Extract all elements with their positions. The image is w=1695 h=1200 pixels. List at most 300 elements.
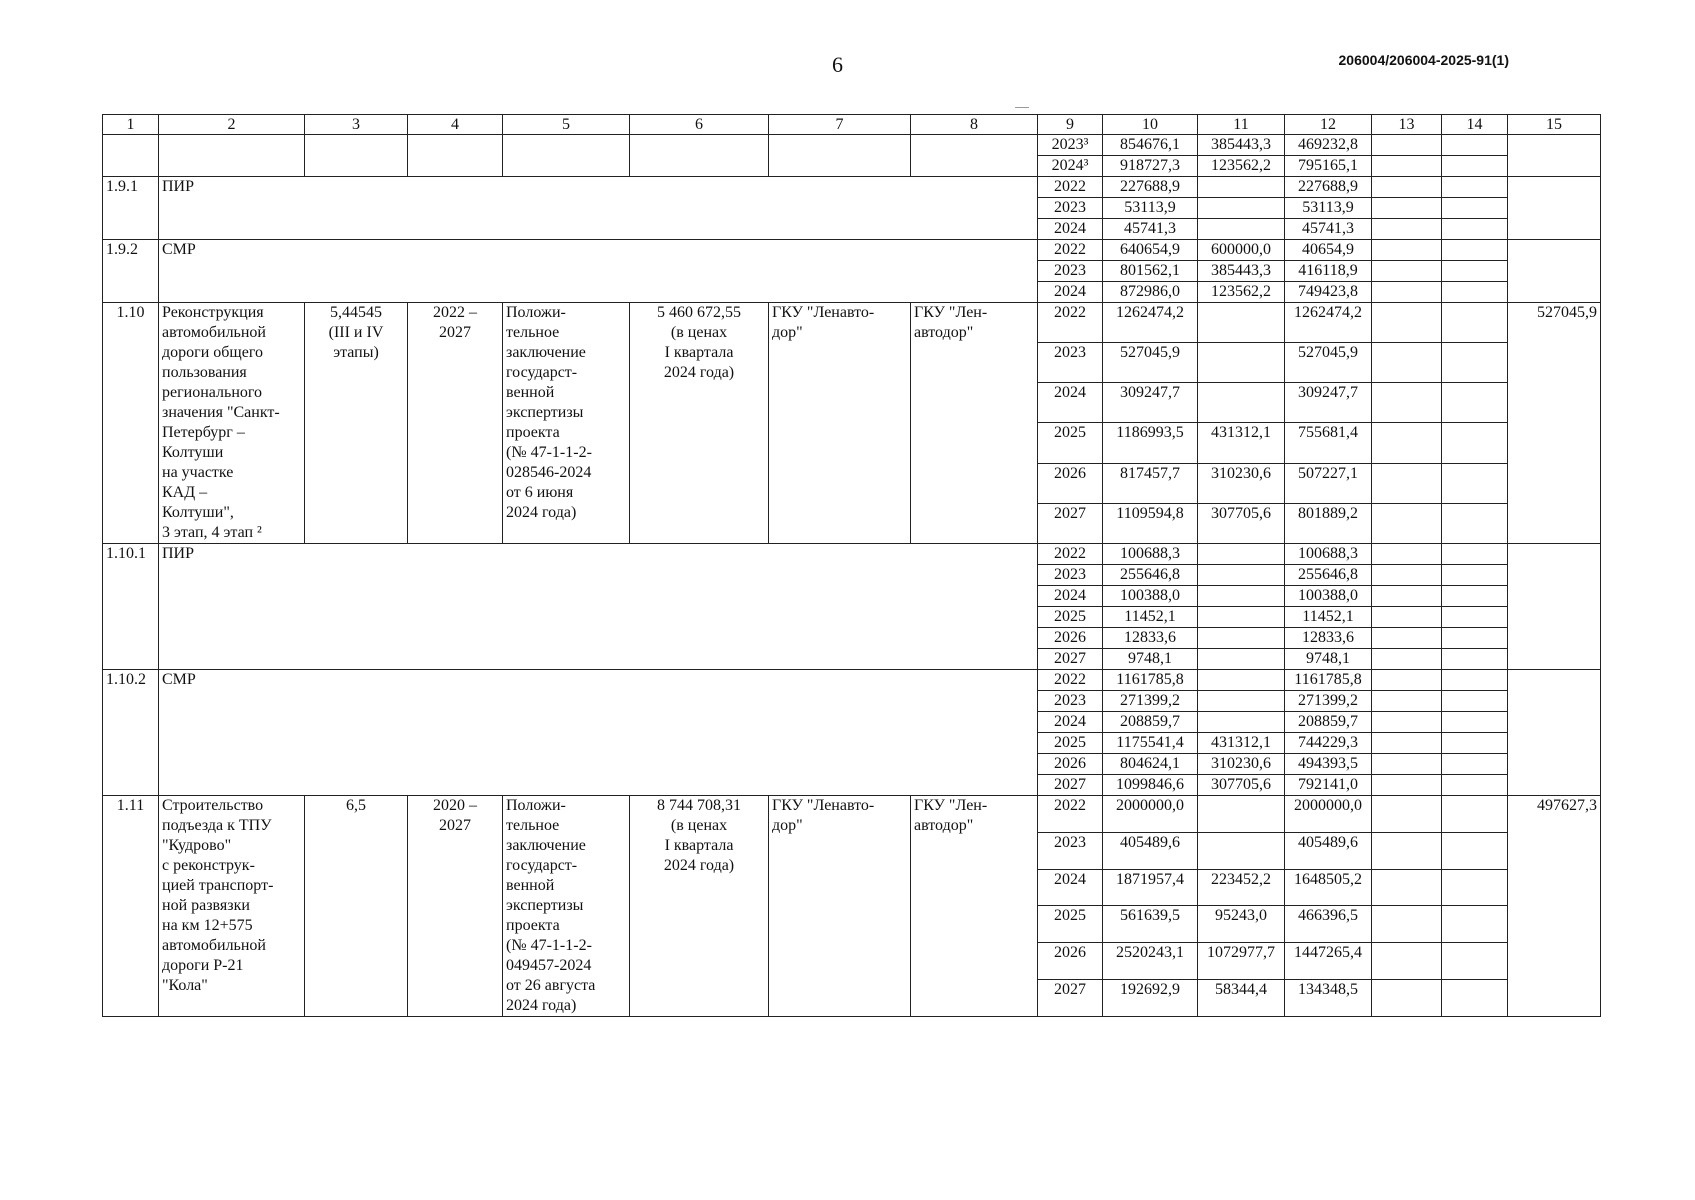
year-cell: 2024	[1038, 586, 1103, 607]
empty-cell	[1372, 463, 1442, 503]
federal-cell	[1198, 219, 1285, 240]
project-name-line: дороги общего	[162, 344, 263, 361]
empty-cell	[1442, 565, 1508, 586]
empty-cell	[1442, 282, 1508, 303]
year-cell: 2026	[1038, 754, 1103, 775]
federal-cell: 223452,2	[1198, 869, 1285, 906]
regional-cell: 1262474,2	[1285, 303, 1372, 343]
total-cell: 1871957,4	[1103, 869, 1198, 906]
total-cell: 527045,9	[1103, 343, 1198, 383]
empty-cell	[630, 135, 769, 177]
regional-cell: 227688,9	[1285, 177, 1372, 198]
subsection-row	[103, 544, 1601, 565]
project-builder	[911, 303, 1038, 544]
project-expertise-line: тельное	[506, 817, 560, 834]
year-cell: 2024	[1038, 219, 1103, 240]
year-cell: 2022	[1038, 544, 1103, 565]
year-cell: 2025	[1038, 733, 1103, 754]
regional-cell: 1161785,8	[1285, 670, 1372, 691]
column-header: 14	[1442, 115, 1508, 135]
empty-cell	[1442, 503, 1508, 543]
total-cell: 53113,9	[1103, 198, 1198, 219]
project-name-line: на км 12+575	[162, 917, 253, 934]
project-customer-line: ГКУ "Ленавто-	[772, 797, 875, 814]
project-builder-line: ГКУ "Лен-	[914, 304, 988, 321]
total-cell: 854676,1	[1103, 135, 1198, 156]
empty-cell	[1372, 586, 1442, 607]
project-name-line: 3 этап, 4 этап ²	[162, 524, 262, 541]
column-header: 15	[1508, 115, 1601, 135]
regional-cell: 11452,1	[1285, 607, 1372, 628]
total-cell: 640654,9	[1103, 240, 1198, 261]
total-cell: 1099846,6	[1103, 775, 1198, 796]
budget-table	[102, 114, 1601, 1017]
column-header: 10	[1103, 115, 1198, 135]
column-header: 7	[769, 115, 911, 135]
federal-cell: 310230,6	[1198, 754, 1285, 775]
empty-cell	[1508, 670, 1601, 796]
empty-cell	[1372, 503, 1442, 543]
project-period-line: 2027	[439, 324, 471, 341]
year-cell: 2022	[1038, 670, 1103, 691]
project-cost-line: 2024 года)	[663, 364, 735, 381]
empty-cell	[769, 135, 911, 177]
project-expertise-line: проекта	[506, 424, 560, 441]
project-name	[159, 303, 305, 544]
project-expertise-line: (№ 47-1-1-2-	[506, 937, 592, 954]
empty-cell	[1372, 343, 1442, 383]
empty-cell	[1372, 775, 1442, 796]
project-expertise-line: тельное	[506, 324, 560, 341]
year-cell: 2025	[1038, 423, 1103, 463]
column-header: 13	[1372, 115, 1442, 135]
year-cell: 2027	[1038, 980, 1103, 1017]
federal-cell: 123562,2	[1198, 156, 1285, 177]
total-cell: 255646,8	[1103, 565, 1198, 586]
empty-cell	[1442, 906, 1508, 943]
project-cost	[630, 303, 769, 544]
year-cell: 2024³	[1038, 156, 1103, 177]
total-cell: 801562,1	[1103, 261, 1198, 282]
regional-cell: 1648505,2	[1285, 869, 1372, 906]
total-cell: 12833,6	[1103, 628, 1198, 649]
empty-cell	[1508, 240, 1601, 303]
federal-cell: 307705,6	[1198, 503, 1285, 543]
total-cell: 45741,3	[1103, 219, 1198, 240]
total-cell: 227688,9	[1103, 177, 1198, 198]
project-name-line: подъезда к ТПУ	[162, 817, 272, 834]
project-name	[159, 796, 305, 1017]
column-header: 6	[630, 115, 769, 135]
project-name-line: дороги Р-21	[162, 957, 244, 974]
row-number: 1.9.1	[103, 177, 159, 240]
empty-cell	[159, 135, 305, 177]
empty-cell	[1442, 943, 1508, 980]
total-cell: 11452,1	[1103, 607, 1198, 628]
project-customer-line: ГКУ "Ленавто-	[772, 304, 875, 321]
year-cell: 2025	[1038, 607, 1103, 628]
empty-cell	[1442, 628, 1508, 649]
total-cell: 872986,0	[1103, 282, 1198, 303]
federal-cell: 123562,2	[1198, 282, 1285, 303]
empty-cell	[1372, 628, 1442, 649]
project-name-line: "Кудрово"	[162, 837, 232, 854]
total-cell: 100388,0	[1103, 586, 1198, 607]
row-number: 1.10	[103, 303, 159, 544]
empty-cell	[503, 135, 630, 177]
project-name-line: цией транспорт-	[162, 877, 274, 894]
regional-cell: 494393,5	[1285, 754, 1372, 775]
column15-value: 527045,9	[1508, 303, 1601, 544]
project-name-line: "Кола"	[162, 977, 208, 994]
empty-cell	[1372, 135, 1442, 156]
empty-cell	[1372, 423, 1442, 463]
federal-cell	[1198, 832, 1285, 869]
project-length	[305, 303, 408, 544]
year-cell: 2027	[1038, 649, 1103, 670]
federal-cell	[1198, 670, 1285, 691]
subsection-label: СМР	[159, 670, 1038, 796]
project-builder-line: автодор"	[914, 324, 974, 341]
empty-cell	[1372, 240, 1442, 261]
project-cost-line: 8 744 708,31	[657, 797, 741, 814]
row-number: 1.11	[103, 796, 159, 1017]
federal-cell: 58344,4	[1198, 980, 1285, 1017]
project-builder-line: ГКУ "Лен-	[914, 797, 988, 814]
empty-cell	[1372, 303, 1442, 343]
project-name-line: автомобильной	[162, 324, 266, 341]
year-cell: 2022	[1038, 796, 1103, 833]
project-name-line: Петербург –	[162, 424, 245, 441]
empty-cell	[1508, 135, 1601, 177]
year-cell: 2024	[1038, 383, 1103, 423]
year-cell: 2023	[1038, 198, 1103, 219]
empty-cell	[305, 135, 408, 177]
regional-cell: 12833,6	[1285, 628, 1372, 649]
project-expertise-line: Положи-	[506, 304, 566, 321]
empty-cell	[1442, 832, 1508, 869]
year-cell: 2024	[1038, 282, 1103, 303]
total-cell: 804624,1	[1103, 754, 1198, 775]
regional-cell: 1447265,4	[1285, 943, 1372, 980]
project-expertise-line: (№ 47-1-1-2-	[506, 444, 592, 461]
regional-cell: 801889,2	[1285, 503, 1372, 543]
project-period-line: 2020 –	[433, 797, 477, 814]
regional-cell: 100388,0	[1285, 586, 1372, 607]
year-cell: 2025	[1038, 906, 1103, 943]
project-expertise	[503, 796, 630, 1017]
empty-cell	[1442, 177, 1508, 198]
regional-cell: 40654,9	[1285, 240, 1372, 261]
project-customer-line: дор"	[772, 817, 803, 834]
regional-cell: 271399,2	[1285, 691, 1372, 712]
federal-cell: 385443,3	[1198, 261, 1285, 282]
total-cell: 9748,1	[1103, 649, 1198, 670]
empty-cell	[1372, 565, 1442, 586]
project-period-line: 2027	[439, 817, 471, 834]
empty-cell	[1442, 198, 1508, 219]
project-name-line: ной развязки	[162, 897, 250, 914]
regional-cell: 53113,9	[1285, 198, 1372, 219]
empty-cell	[1372, 733, 1442, 754]
column-header: 1	[103, 115, 159, 135]
federal-cell: 307705,6	[1198, 775, 1285, 796]
project-cost-line: 5 460 672,55	[657, 304, 741, 321]
total-cell: 1109594,8	[1103, 503, 1198, 543]
federal-cell	[1198, 383, 1285, 423]
regional-cell: 744229,3	[1285, 733, 1372, 754]
column-header: 4	[408, 115, 503, 135]
empty-cell	[1442, 383, 1508, 423]
regional-cell: 45741,3	[1285, 219, 1372, 240]
project-builder-line: автодор"	[914, 817, 974, 834]
page-number: 6	[832, 52, 843, 77]
empty-cell	[1442, 463, 1508, 503]
federal-cell	[1198, 586, 1285, 607]
federal-cell: 1072977,7	[1198, 943, 1285, 980]
project-cost	[630, 796, 769, 1017]
federal-cell: 385443,3	[1198, 135, 1285, 156]
federal-cell	[1198, 544, 1285, 565]
project-expertise-line: 2024 года)	[506, 997, 577, 1014]
regional-cell: 507227,1	[1285, 463, 1372, 503]
empty-cell	[1442, 240, 1508, 261]
year-cell: 2023	[1038, 691, 1103, 712]
year-cell: 2026	[1038, 943, 1103, 980]
regional-cell: 208859,7	[1285, 712, 1372, 733]
federal-cell: 431312,1	[1198, 733, 1285, 754]
total-cell: 2520243,1	[1103, 943, 1198, 980]
federal-cell	[1198, 712, 1285, 733]
project-expertise-line: заключение	[506, 837, 586, 854]
column-header: 5	[503, 115, 630, 135]
project-name-line: КАД –	[162, 484, 208, 501]
project-expertise-line: государст-	[506, 364, 578, 381]
empty-cell	[1442, 796, 1508, 833]
federal-cell	[1198, 607, 1285, 628]
year-cell: 2023	[1038, 832, 1103, 869]
empty-cell	[1372, 712, 1442, 733]
empty-cell	[1372, 796, 1442, 833]
year-cell: 2023³	[1038, 135, 1103, 156]
regional-cell: 795165,1	[1285, 156, 1372, 177]
row-number: 1.9.2	[103, 240, 159, 303]
year-cell: 2026	[1038, 628, 1103, 649]
project-length-line: 5,44545	[330, 304, 382, 321]
total-cell: 271399,2	[1103, 691, 1198, 712]
regional-cell: 100688,3	[1285, 544, 1372, 565]
federal-cell	[1198, 177, 1285, 198]
project-name-line: регионального	[162, 384, 263, 401]
project-name-line: автомобильной	[162, 937, 266, 954]
regional-cell: 9748,1	[1285, 649, 1372, 670]
empty-cell	[1442, 135, 1508, 156]
federal-cell	[1198, 628, 1285, 649]
total-cell: 1175541,4	[1103, 733, 1198, 754]
project-name-line: с реконструк-	[162, 857, 255, 874]
empty-cell	[1372, 261, 1442, 282]
subsection-label: СМР	[159, 240, 1038, 303]
project-expertise-line: государст-	[506, 857, 578, 874]
federal-cell	[1198, 303, 1285, 343]
year-cell: 2022	[1038, 177, 1103, 198]
empty-cell	[1372, 832, 1442, 869]
empty-cell	[1372, 282, 1442, 303]
column-header: 3	[305, 115, 408, 135]
empty-cell	[1372, 980, 1442, 1017]
project-expertise-line: 028546-2024	[506, 464, 592, 481]
column-header: 11	[1198, 115, 1285, 135]
regional-cell: 255646,8	[1285, 565, 1372, 586]
year-cell: 2023	[1038, 343, 1103, 383]
project-length	[305, 796, 408, 1017]
empty-cell	[408, 135, 503, 177]
total-cell: 918727,3	[1103, 156, 1198, 177]
project-name-line: пользования	[162, 364, 247, 381]
project-row	[103, 303, 1601, 343]
project-length-line: 6,5	[346, 797, 366, 814]
regional-cell: 749423,8	[1285, 282, 1372, 303]
project-period	[408, 303, 503, 544]
total-cell: 1161785,8	[1103, 670, 1198, 691]
empty-cell	[1372, 754, 1442, 775]
empty-cell	[1372, 383, 1442, 423]
total-cell: 1186993,5	[1103, 423, 1198, 463]
project-cost-line: I квартала	[664, 344, 734, 361]
project-expertise	[503, 303, 630, 544]
empty-cell	[1372, 198, 1442, 219]
year-cell: 2027	[1038, 503, 1103, 543]
empty-cell	[1372, 691, 1442, 712]
project-expertise-line: от 6 июня	[506, 484, 574, 501]
total-cell: 561639,5	[1103, 906, 1198, 943]
project-customer-line: дор"	[772, 324, 803, 341]
subsection-label: ПИР	[159, 544, 1038, 670]
empty-cell	[1442, 670, 1508, 691]
empty-cell	[1372, 544, 1442, 565]
total-cell: 208859,7	[1103, 712, 1198, 733]
project-expertise-line: экспертизы	[506, 404, 584, 421]
regional-cell: 469232,8	[1285, 135, 1372, 156]
year-cell: 2023	[1038, 565, 1103, 586]
total-cell: 1262474,2	[1103, 303, 1198, 343]
project-length-line: (III и IV	[328, 324, 384, 341]
project-name-line: Колтуши",	[162, 504, 234, 521]
regional-cell: 466396,5	[1285, 906, 1372, 943]
project-name-line: значения "Санкт-	[162, 404, 280, 421]
empty-cell	[103, 135, 159, 177]
total-cell: 405489,6	[1103, 832, 1198, 869]
column-header: 12	[1285, 115, 1372, 135]
empty-cell	[1442, 712, 1508, 733]
empty-cell	[1442, 980, 1508, 1017]
regional-cell: 309247,7	[1285, 383, 1372, 423]
empty-cell	[1372, 156, 1442, 177]
total-cell: 100688,3	[1103, 544, 1198, 565]
year-cell: 2024	[1038, 712, 1103, 733]
federal-cell	[1198, 565, 1285, 586]
project-expertise-line: 049457-2024	[506, 957, 592, 974]
project-expertise-line: венной	[506, 384, 555, 401]
row-number: 1.10.1	[103, 544, 159, 670]
empty-cell	[1372, 649, 1442, 670]
project-customer	[769, 796, 911, 1017]
project-cost-line: I квартала	[664, 837, 734, 854]
empty-cell	[1442, 607, 1508, 628]
empty-cell	[1508, 177, 1601, 240]
project-period	[408, 796, 503, 1017]
empty-cell	[1372, 906, 1442, 943]
empty-cell	[1442, 869, 1508, 906]
project-name-line: Строительство	[162, 797, 264, 814]
regional-cell: 755681,4	[1285, 423, 1372, 463]
project-expertise-line: Положи-	[506, 797, 566, 814]
column-header: 9	[1038, 115, 1103, 135]
project-expertise-line: от 26 августа	[506, 977, 596, 994]
project-length-line: этапы)	[333, 344, 379, 361]
empty-cell	[1508, 544, 1601, 670]
project-period-line: 2022 –	[433, 304, 477, 321]
total-cell: 309247,7	[1103, 383, 1198, 423]
federal-cell: 431312,1	[1198, 423, 1285, 463]
federal-cell	[1198, 649, 1285, 670]
subsection-label: ПИР	[159, 177, 1038, 240]
project-cost-line: (в ценах	[670, 817, 728, 834]
total-cell: 2000000,0	[1103, 796, 1198, 833]
year-cell: 2024	[1038, 869, 1103, 906]
federal-cell: 600000,0	[1198, 240, 1285, 261]
empty-cell	[1442, 775, 1508, 796]
empty-cell	[1442, 423, 1508, 463]
column15-value: 497627,3	[1508, 796, 1601, 1017]
project-cost-line: 2024 года)	[663, 857, 735, 874]
year-cell: 2022	[1038, 303, 1103, 343]
project-expertise-line: венной	[506, 877, 555, 894]
project-customer	[769, 303, 911, 544]
total-cell: 817457,7	[1103, 463, 1198, 503]
header-row	[103, 115, 1601, 135]
empty-cell	[1442, 219, 1508, 240]
empty-cell	[911, 135, 1038, 177]
empty-cell	[1372, 219, 1442, 240]
empty-cell	[1372, 607, 1442, 628]
empty-cell	[1442, 261, 1508, 282]
project-name-line: Колтуши	[162, 444, 224, 461]
project-name-line: на участке	[162, 464, 234, 481]
empty-cell	[1442, 544, 1508, 565]
empty-cell	[1372, 943, 1442, 980]
subsection-row	[103, 177, 1601, 198]
continuation-row	[103, 135, 1601, 156]
empty-cell	[1442, 733, 1508, 754]
empty-cell	[1372, 869, 1442, 906]
year-cell: 2022	[1038, 240, 1103, 261]
empty-cell	[1442, 649, 1508, 670]
empty-cell	[1372, 177, 1442, 198]
empty-cell	[1442, 156, 1508, 177]
empty-cell	[1442, 343, 1508, 383]
federal-cell	[1198, 691, 1285, 712]
empty-cell	[1372, 670, 1442, 691]
year-cell: 2026	[1038, 463, 1103, 503]
project-expertise-line: заключение	[506, 344, 586, 361]
federal-cell: 95243,0	[1198, 906, 1285, 943]
subsection-row	[103, 670, 1601, 691]
regional-cell: 134348,5	[1285, 980, 1372, 1017]
regional-cell: 2000000,0	[1285, 796, 1372, 833]
year-cell: 2023	[1038, 261, 1103, 282]
project-row	[103, 796, 1601, 833]
